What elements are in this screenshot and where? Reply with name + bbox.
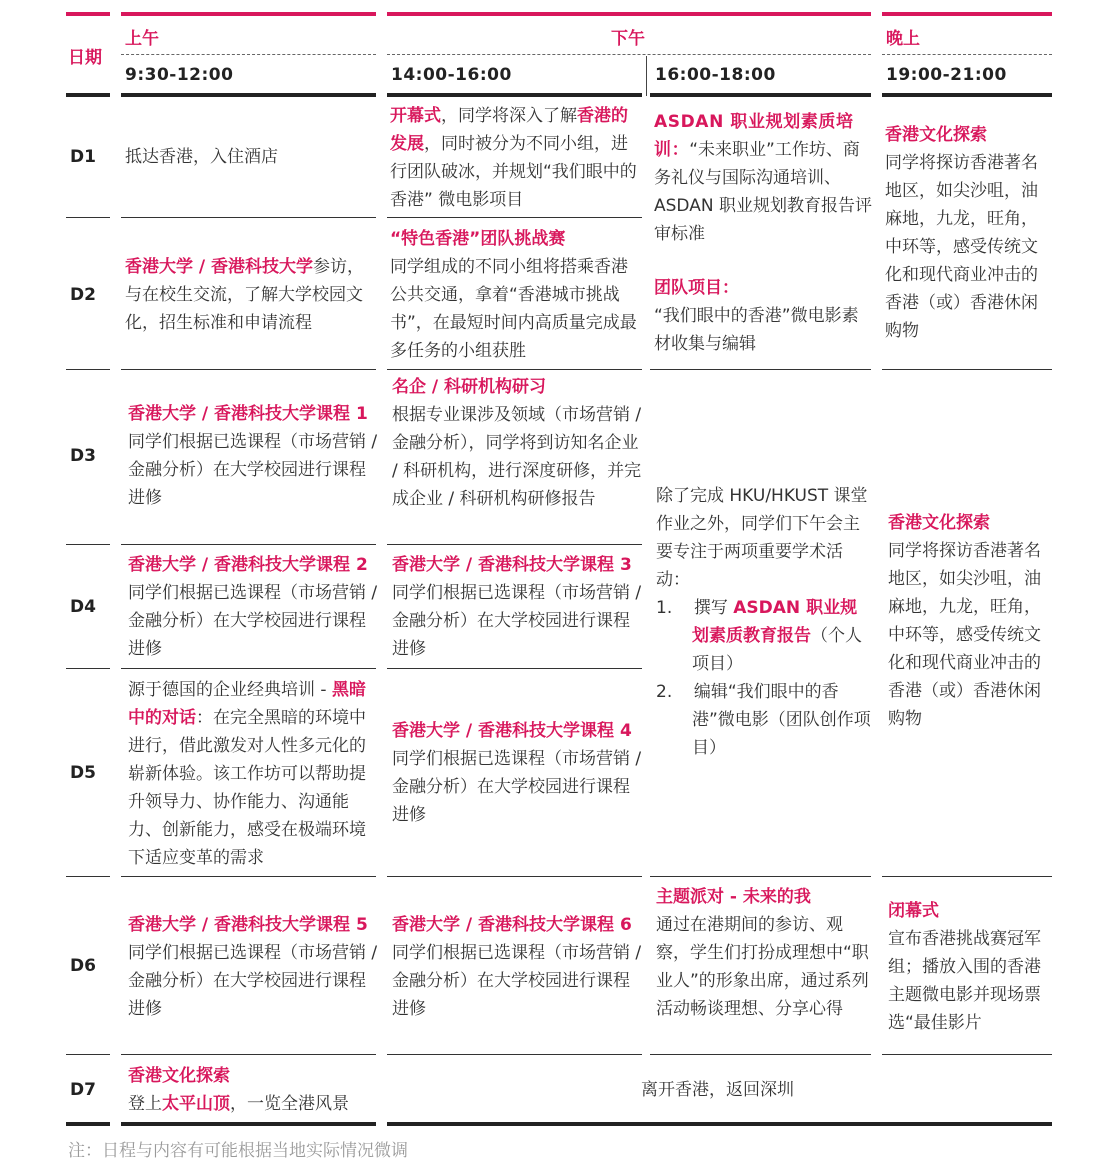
evening-text: 同学将探访香港著名地区，如尖沙咀，油麻地，九龙，旺角，中环等，感受传统文化和现代商业冲击的香港（或）香港休闲购物 xyxy=(888,541,1041,729)
d1-d2-afternoon2-cell xyxy=(654,108,872,248)
academic-item-1 xyxy=(656,594,874,678)
d1-d2-evening-cell xyxy=(885,121,1053,345)
table-bottom-rule xyxy=(121,1122,376,1126)
date-column-header: 日期 xyxy=(68,48,102,68)
course-4-text: 同学们根据已选课程（市场营销 / 金融分析）在大学校园进行课程进修 xyxy=(392,749,642,825)
row-divider xyxy=(66,668,110,669)
row-divider xyxy=(650,876,871,877)
row-divider xyxy=(121,369,376,370)
table-bottom-rule xyxy=(387,1122,1052,1126)
footnote: 注：日程与内容有可能根据当地实际情况微调 xyxy=(68,1141,408,1161)
time-divider xyxy=(646,56,647,96)
header-divider xyxy=(882,54,1052,55)
academic-item-2-text: 编辑“我们眼中的香港”微电影（团队创作项目） xyxy=(692,682,871,758)
d7-rest-cell xyxy=(641,1076,794,1104)
evening-title: 香港文化探索 xyxy=(885,125,987,145)
course-2-text: 同学们根据已选课程（市场营销 / 金融分析）在大学校园进行课程进修 xyxy=(128,583,378,659)
university-label: 香港大学 / 香港科技大学 xyxy=(125,257,314,277)
company-visit-text: 根据专业课涉及领域（市场营销 / 金融分析），同学将到访知名企业 / 科研机构，进行深度研修，并完成企业 / 科研机构研修报告 xyxy=(392,405,642,509)
course-1-title: 香港大学 / 香港科技大学课程 1 xyxy=(128,404,368,424)
academic-item-1-suffix: （个人项目） xyxy=(692,626,862,674)
evening-title: 香港文化探索 xyxy=(888,513,990,533)
header-bottom-rule xyxy=(650,93,871,97)
company-visit-title: 名企 / 科研机构研习 xyxy=(392,377,547,397)
academic-item-1-prefix: 撰写 xyxy=(693,598,734,618)
day-label: D1 xyxy=(70,147,96,167)
challenge-title: “特色香港”团队挑战赛 xyxy=(390,229,566,249)
day-label: D3 xyxy=(70,446,96,466)
closing-ceremony-title: 闭幕式 xyxy=(888,901,939,921)
day-label: D6 xyxy=(70,956,96,976)
row-divider xyxy=(387,876,642,877)
course-6-title: 香港大学 / 香港科技大学课程 6 xyxy=(392,915,632,935)
day-label: D2 xyxy=(70,285,96,305)
time-afternoon-1: 14:00-16:00 xyxy=(391,65,512,85)
row-divider xyxy=(650,1054,871,1055)
evening-header: 晚上 xyxy=(886,29,920,49)
row-divider xyxy=(66,876,110,877)
header-divider xyxy=(121,54,376,55)
row-divider xyxy=(387,217,642,218)
d6-afternoon1-cell xyxy=(392,911,642,1023)
list-number: 1. xyxy=(656,598,673,618)
asdan-training-text: “未来职业”工作坊、商务礼仪与国际沟通培训、ASDAN 职业规划教育报告评审标准 xyxy=(654,140,872,244)
row-divider xyxy=(66,544,110,545)
course-2-title: 香港大学 / 香港科技大学课程 2 xyxy=(128,555,368,575)
d3-d5-afternoon2-cell xyxy=(656,482,874,762)
evening-text: 同学将探访香港著名地区，如尖沙咀，油麻地，九龙，旺角，中环等，感受传统文化和现代商业冲击的香港（或）香港休闲购物 xyxy=(885,153,1038,341)
day-label: D7 xyxy=(70,1080,96,1100)
academic-intro-text: 除了完成 HKU/HKUST 课堂作业之外，同学们下午会主要专注于两项重要学术活动： xyxy=(656,486,868,590)
d2-afternoon1-cell xyxy=(390,225,640,365)
course-3-title: 香港大学 / 香港科技大学课程 3 xyxy=(392,555,632,575)
d5-morning-cell xyxy=(128,676,378,872)
row-divider xyxy=(387,544,642,545)
afternoon-header: 下午 xyxy=(611,29,645,49)
header-bottom-rule xyxy=(882,93,1052,97)
dialogue-in-dark-label: 黑暗中的对话 xyxy=(128,680,366,728)
header-bottom-rule xyxy=(66,93,110,97)
d5-afternoon1-cell xyxy=(392,717,642,829)
theme-party-title: 主题派对 - 未来的我 xyxy=(656,887,811,907)
d6-morning-cell xyxy=(128,911,378,1023)
evening-col-top-bar xyxy=(882,12,1052,16)
d6-evening-cell xyxy=(888,897,1056,1037)
d4-afternoon1-cell xyxy=(392,551,642,663)
header-divider xyxy=(387,54,871,55)
d1-afternoon1-text: ，同学将深入了解 xyxy=(441,106,577,126)
date-col-top-bar xyxy=(66,12,110,16)
victoria-peak-label: 太平山顶 xyxy=(162,1094,230,1114)
course-6-text: 同学们根据已选课程（市场营销 / 金融分析）在大学校园进行课程进修 xyxy=(392,943,642,1019)
d6-afternoon2-cell xyxy=(656,883,874,1023)
d7-morning-cell xyxy=(128,1062,378,1118)
row-divider xyxy=(66,369,110,370)
row-divider xyxy=(66,217,110,218)
d7-morning-text-2: ，一览全港风景 xyxy=(230,1094,349,1114)
header-bottom-rule xyxy=(121,93,376,97)
row-divider xyxy=(882,1054,1052,1055)
table-bottom-rule xyxy=(66,1122,110,1126)
challenge-text: 同学组成的不同小组将搭乘香港公共交通，拿着“香港城市挑战书”，在最短时间内高质量完成最多任务的小组获胜 xyxy=(390,257,637,361)
asdan-report-label: ASDAN 职业规划素质教育报告 xyxy=(692,598,858,646)
row-divider xyxy=(121,544,376,545)
row-divider xyxy=(387,1054,642,1055)
course-4-title: 香港大学 / 香港科技大学课程 4 xyxy=(392,721,632,741)
row-divider xyxy=(650,369,871,370)
row-divider xyxy=(387,369,642,370)
d3-morning-cell xyxy=(128,400,378,512)
hk-development-label: 香港的发展 xyxy=(390,106,628,154)
row-divider xyxy=(121,668,376,669)
d3-afternoon1-cell xyxy=(392,373,642,513)
d2-morning-text: 参访，与在校生交流，了解大学校园文化，招生标准和申请流程 xyxy=(125,257,365,333)
list-number: 2. xyxy=(656,682,673,702)
morning-header: 上午 xyxy=(125,29,159,49)
time-evening: 19:00-21:00 xyxy=(886,65,1007,85)
d1-morning-cell xyxy=(125,143,375,171)
course-3-text: 同学们根据已选课程（市场营销 / 金融分析）在大学校园进行课程进修 xyxy=(392,583,642,659)
asdan-training-title: ASDAN 职业规划素质培训： xyxy=(654,112,854,160)
day-label: D5 xyxy=(70,763,96,783)
row-divider xyxy=(882,369,1052,370)
course-1-text: 同学们根据已选课程（市场营销 / 金融分析）在大学校园进行课程进修 xyxy=(128,432,378,508)
morning-col-top-bar xyxy=(121,12,376,16)
d3-d5-evening-cell xyxy=(888,509,1056,733)
row-divider xyxy=(121,1054,376,1055)
theme-party-text: 通过在港期间的参访、观察，学生们打扮成理想中“职业人”的形象出席，通过系列活动畅谈理想、分享心得 xyxy=(656,915,869,1019)
row-divider xyxy=(121,217,376,218)
d1-afternoon1-cell xyxy=(390,102,640,214)
academic-item-2 xyxy=(656,678,874,762)
course-5-text: 同学们根据已选课程（市场营销 / 金融分析）在大学校园进行课程进修 xyxy=(128,943,378,1019)
row-divider xyxy=(387,668,642,669)
day-label: D4 xyxy=(70,597,96,617)
d2-morning-cell xyxy=(125,253,375,337)
d1-morning-text: 抵达香港，入住酒店 xyxy=(125,147,278,167)
d5-morning-text-2: ：在完全黑暗的环境中进行，借此激发对人性多元化的崭新体验。该工作坊可以帮助提升领导力、协作能力、沟通能力、创新能力，感受在极端环境下适应变革的需求 xyxy=(128,708,366,868)
d7-culture-title: 香港文化探索 xyxy=(128,1066,230,1086)
team-project-cell xyxy=(654,274,872,358)
d5-morning-text: 源于德国的企业经典培训 - xyxy=(128,680,332,700)
course-5-title: 香港大学 / 香港科技大学课程 5 xyxy=(128,915,368,935)
closing-ceremony-text: 宣布香港挑战赛冠军组；播放入围的香港主题微电影并现场票选“最佳影片 xyxy=(888,929,1041,1033)
d7-morning-text: 登上 xyxy=(128,1094,162,1114)
time-afternoon-2: 16:00-18:00 xyxy=(655,65,776,85)
departure-text: 离开香港，返回深圳 xyxy=(641,1080,794,1100)
team-project-title: 团队项目： xyxy=(654,278,739,298)
row-divider xyxy=(121,876,376,877)
header-bottom-rule xyxy=(387,93,642,97)
time-morning: 9:30-12:00 xyxy=(125,65,234,85)
row-divider xyxy=(66,1054,110,1055)
opening-ceremony-label: 开幕式 xyxy=(390,106,441,126)
team-project-text: “我们眼中的香港”微电影素材收集与编辑 xyxy=(654,306,859,354)
afternoon-col-top-bar xyxy=(387,12,871,16)
d4-morning-cell xyxy=(128,551,378,663)
row-divider xyxy=(882,876,1052,877)
d1-afternoon1-text-2: ，同时被分为不同小组，进行团队破冰，并规划“我们眼中的香港” 微电影项目 xyxy=(390,134,637,210)
